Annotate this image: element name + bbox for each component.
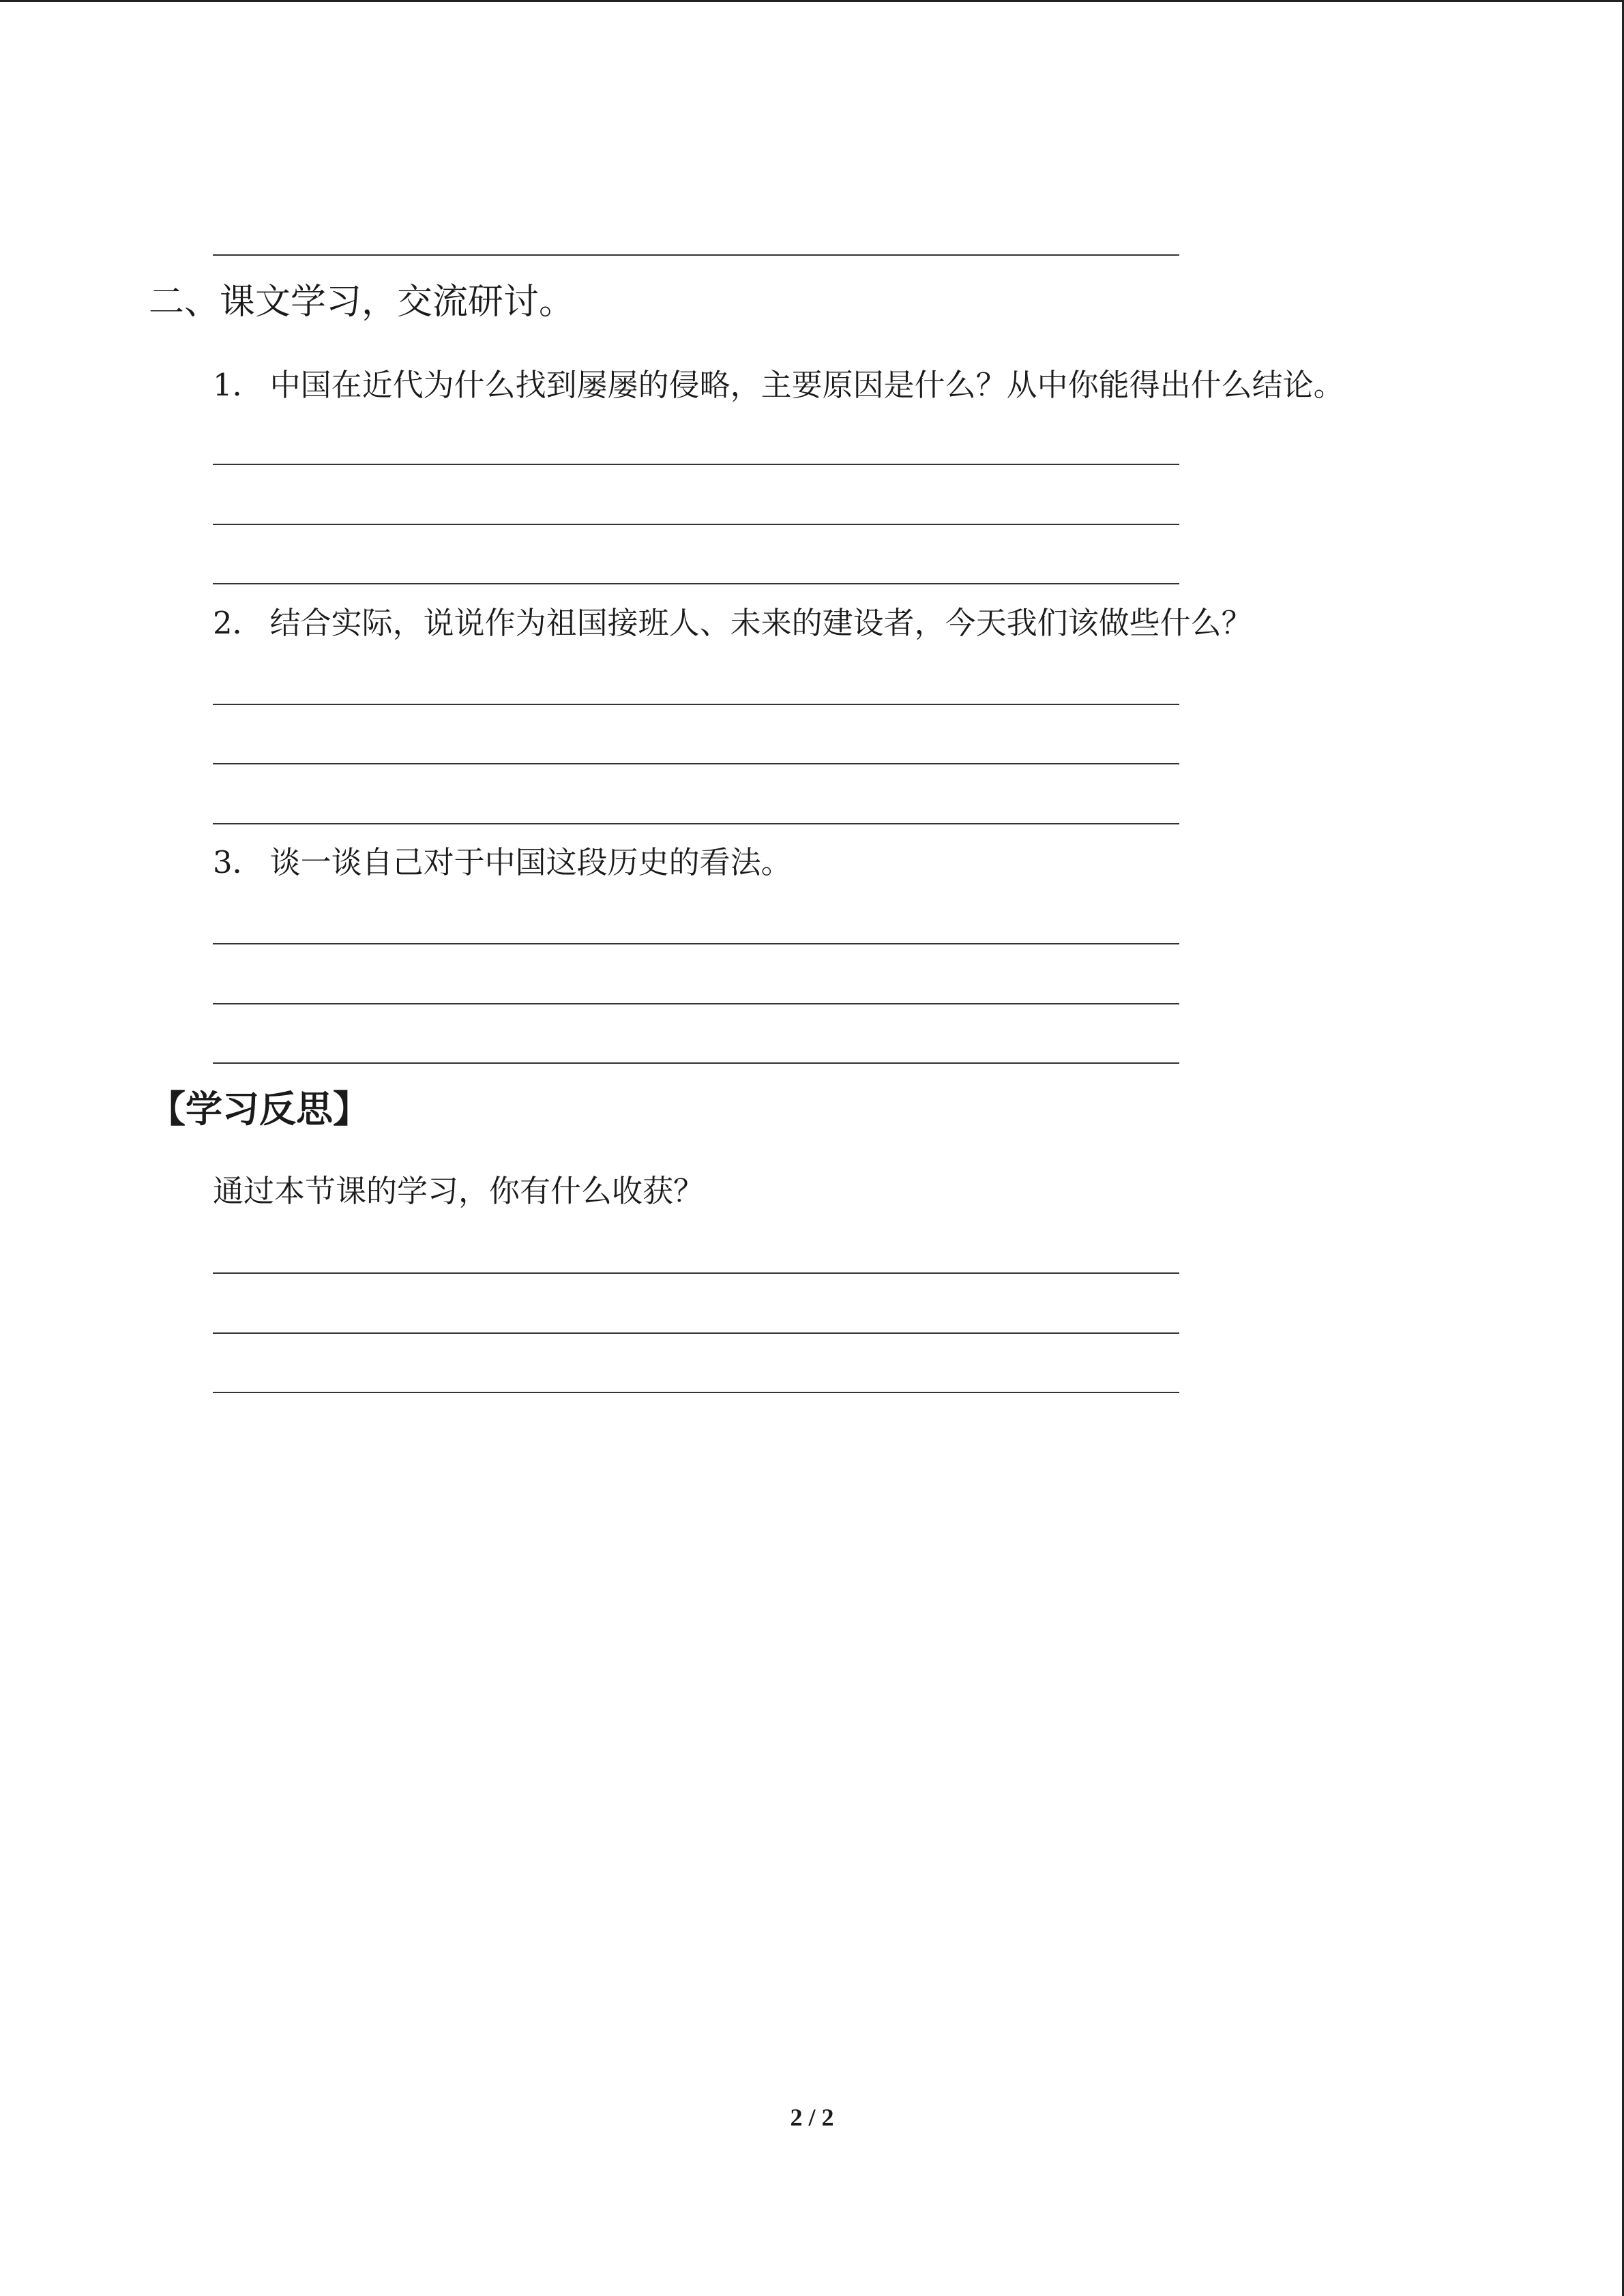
question-3 [213,844,792,881]
question-text: 谈一谈自己对于中国这段历史的看法。 [269,844,792,880]
question-text: 中国在近代为什么找到屡屡的侵略，主要原因是什么？从中你能得出什么结论。 [269,367,1344,403]
answer-line[interactable] [213,524,1179,525]
answer-line[interactable] [213,943,1179,944]
question-2 [213,605,1252,642]
section-heading: 二、课文学习，交流研讨。 [149,282,575,323]
question-text: 结合实际，说说作为祖国接班人、未来的建设者，今天我们该做些什么？ [269,605,1252,641]
answer-line[interactable] [213,1392,1179,1393]
answer-line [213,254,1179,256]
answer-line[interactable] [213,704,1179,705]
answer-line[interactable] [213,1272,1179,1274]
answer-line[interactable] [213,464,1179,465]
answer-line[interactable] [213,1003,1179,1004]
answer-line[interactable] [213,583,1179,584]
question-1 [213,367,1344,404]
answer-line[interactable] [213,1332,1179,1334]
page-border-top [0,0,1624,2]
answer-line[interactable] [213,1062,1179,1064]
answer-line[interactable] [213,763,1179,764]
question-number: 2． [213,605,263,641]
reflection-heading: 【学习反思】 [149,1088,370,1131]
answer-line[interactable] [213,823,1179,824]
question-number: 3． [213,844,263,880]
page-number: 2 / 2 [790,2104,834,2131]
reflection-prompt: 通过本节课的学习，你有什么收获？ [213,1173,705,1209]
question-number: 1． [213,367,263,403]
